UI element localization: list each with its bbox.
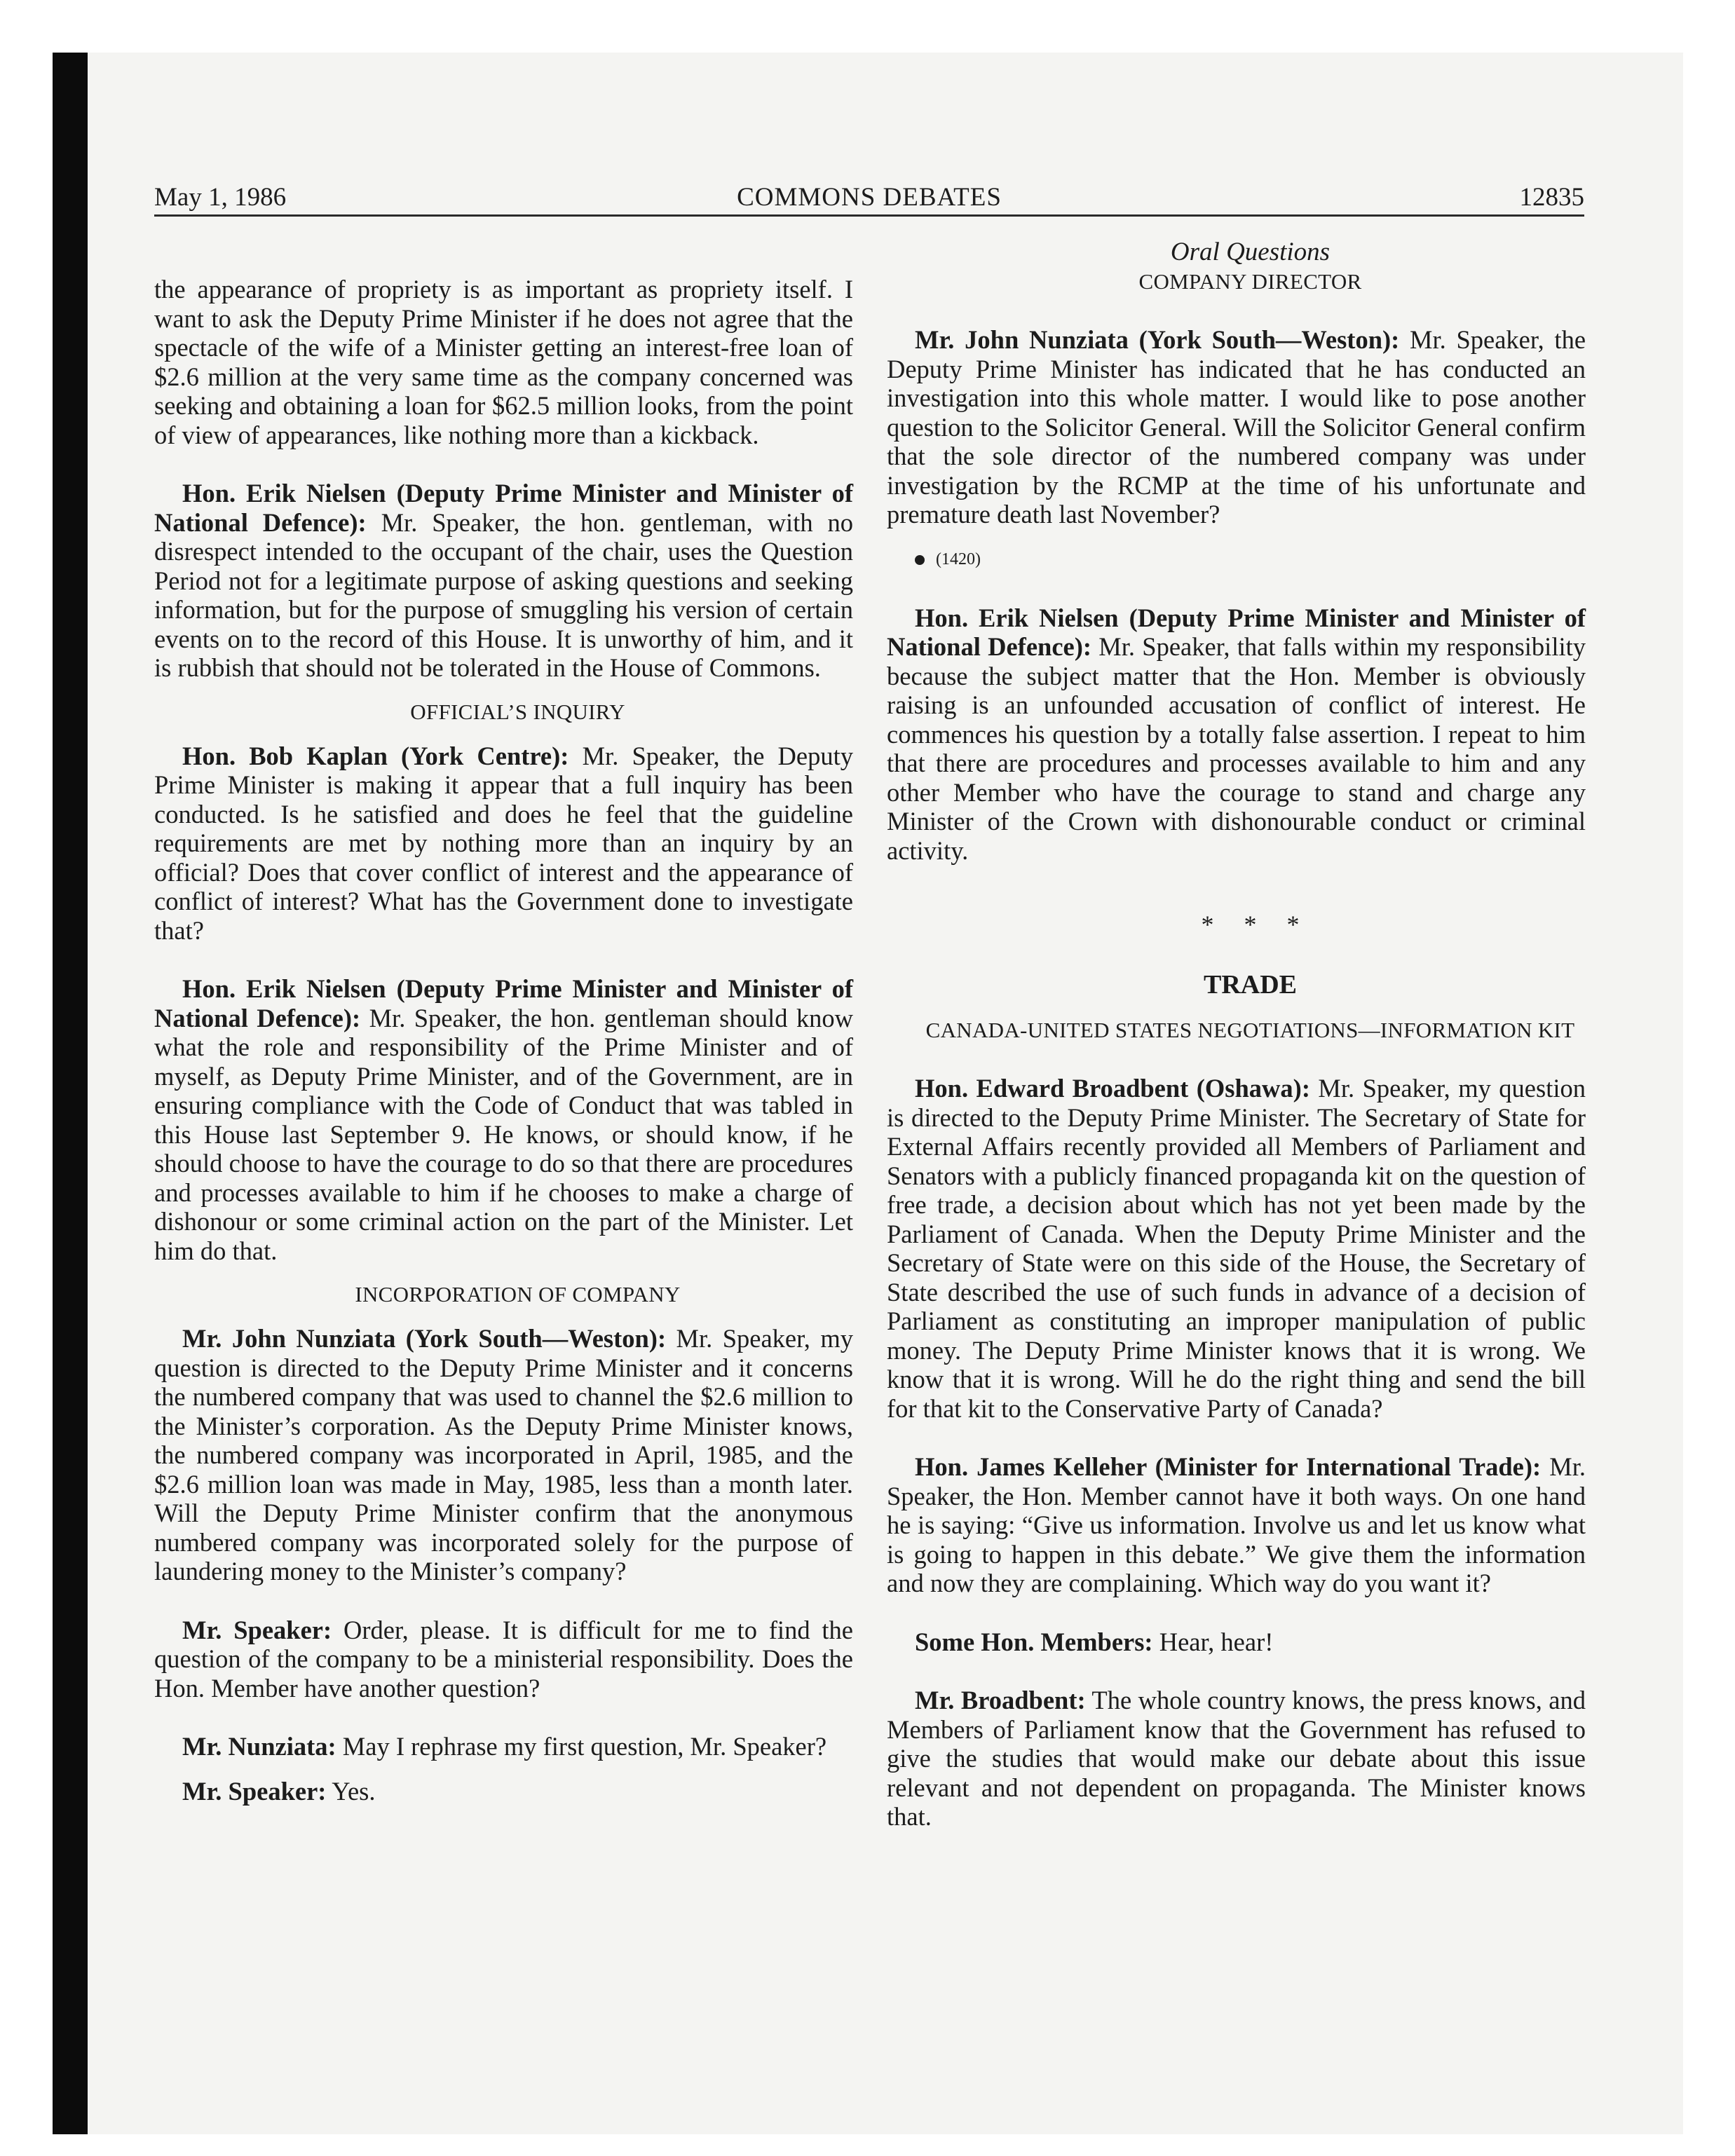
time-marker xyxy=(887,545,1586,574)
paragraph xyxy=(154,1777,853,1806)
bullet-icon xyxy=(915,555,925,565)
scan-edge-bar xyxy=(53,53,88,2134)
speech-text: Mr. Speaker, the Deputy Prime Minister is making it appear that a full inquiry has been conducted. Is he satisfied and does he feel that the guideline requirements are met by nothing more than an inquiry by an official? Does that cover conflict of interest and the appearance of conflict of interest? What has the Government done to investigate that? xyxy=(154,741,854,945)
speaker-name: Mr. Speaker: xyxy=(182,1776,327,1806)
speaker-name: Hon. Erik Nielsen (Deputy Prime Minister and Minister of National Defence): xyxy=(887,603,1586,661)
section-heading: INCORPORATION OF COMPANY xyxy=(355,1282,681,1306)
speech-text: May I rephrase my first question, Mr. Speaker? xyxy=(336,1732,827,1761)
speech-text: Mr. Speaker, my question is directed to the Deputy Prime Minister. The Secretary of State for External Affairs recently provided all Members of Parliament and Senators with a publicly financed propaganda kit on the question of free trade, a decision about which has not yet been made by the Parliament of Canada. When the Deputy Prime Minister and the Secretary of State were on this side of the House, the Secretary of State described the use of such funds in advance of a decision of Parliament as constituting an improper manipulation of public money. The Deputy Prime Minister knows that it is wrong. We know that it is wrong. Will he do the right thing and send the bill for that kit to the Conservative Party of Canada? xyxy=(887,1074,1586,1423)
speech-text: Mr. Speaker, the hon. gentleman, with no disrespect intended to the occupant of the chair, uses the Question Period not for a legitimate purpose of asking questions and seeking information, but for the purpose of smuggling his version of certain events on to the record of this House. It is unworthy of him, and it is rubbish that should not be tolerated in the House of Commons. xyxy=(154,507,853,682)
paragraph xyxy=(887,1452,1586,1598)
speech-text: The whole country knows, the press knows, and Members of Parliament know that the Government has refused to give the studies that would make our debate about this issue relevant and not dependent on propaganda. The Minister knows that. xyxy=(887,1686,1586,1831)
paragraph xyxy=(154,1324,853,1586)
paragraph xyxy=(887,1628,1586,1657)
page-header xyxy=(154,181,1584,217)
speaker-name: Mr. Speaker: xyxy=(182,1615,332,1644)
right-column xyxy=(887,237,1586,1831)
section-heading: COMPANY DIRECTOR xyxy=(1138,269,1362,294)
speech-text: Hear, hear! xyxy=(1152,1627,1274,1656)
speaker-name: Mr. Nunziata: xyxy=(182,1732,336,1761)
speech-text: Order, please. It is difficult for me to find the question of the company to be a ministerial responsibility. Does the Hon. Member have another question? xyxy=(154,1615,853,1703)
running-head: Oral Questions xyxy=(1170,238,1331,266)
speech-text: Mr. Speaker, the Hon. Member cannot have it both ways. On one hand he is saying: “Give us information. Involve us and let us know what is going to happen in this debate.” We give them the information and now they are complaining. Which way do you want it? xyxy=(887,1452,1586,1597)
paragraph xyxy=(887,325,1586,529)
speaker-name: Mr. John Nunziata (York South—Weston): xyxy=(182,1324,667,1353)
paragraph xyxy=(154,1732,853,1761)
speech-text: Mr. Speaker, my question is directed to the Deputy Prime Minister and it concerns the numbered company that was used to channel the $2.6 million to the Minister’s corporation. As the Deputy Prime Minister knows, the numbered company was incorporated in April, 1985, and the $2.6 million loan was made in May, 1985, less than a month later. Will the Deputy Prime Minister confirm that the anonymous numbered company was incorporated solely for the purpose of laundering money to the Minister’s company? xyxy=(154,1324,853,1585)
section-heading: CANADA-UNITED STATES NEGOTIATIONS—INFORMATION KIT xyxy=(925,1018,1575,1042)
time-marker-text: (1420) xyxy=(936,550,981,568)
speech-text: Mr. Speaker, the hon. gentleman should know what the role and responsibility of the Prime Minister and of myself, as Deputy Prime Minister, and of the Government, are in ensuring compliance with the Code of Conduct that was tabled in this House last September 9. He knows, or should know, if he should choose to have the courage to do so that there are procedures and processes available to him if he chooses to make a charge of dishonour or some criminal action on the part of the Minister. Let him do that. xyxy=(154,1003,853,1265)
speech-text: Mr. Speaker, that falls within my responsibility because the subject matter that the Hon. Member is obviously raising is an unfounded accusation of conflict of interest. He commences his question by a totally false assertion. I repeat to him that there are procedures and processes available to him and any other Member who have the courage to stand and charge any Minister of the Crown with dishonourable conduct or criminal activity. xyxy=(887,632,1586,865)
speaker-name: Hon. James Kelleher (Minister for International Trade): xyxy=(915,1452,1542,1481)
header-title: COMMONS DEBATES xyxy=(737,183,1002,212)
paragraph xyxy=(154,1616,853,1703)
paragraph: the appearance of propriety is as important as propriety itself. I want to ask the Deputy Prime Minister if he does not agree that the spectacle of the wife of a Minister getting an interest-free loan of $2.6 million at the very same time as the company concerned was seeking and obtaining a loan for $62.5 million looks, from the point of view of appearances, like nothing more than a kickback. xyxy=(154,275,853,449)
section-heading: OFFICIAL’S INQUIRY xyxy=(410,699,625,724)
left-column xyxy=(154,275,853,1806)
speaker-name: Hon. Erik Nielsen (Deputy Prime Minister and Minister of National Defence): xyxy=(154,479,853,537)
paragraph xyxy=(887,1074,1586,1423)
speaker-name: Hon. Bob Kaplan (York Centre): xyxy=(182,741,569,770)
speaker-name: Some Hon. Members: xyxy=(915,1627,1153,1656)
speaker-name: Mr. John Nunziata (York South—Weston): xyxy=(915,325,1400,354)
speaker-name: Hon. Edward Broadbent (Oshawa): xyxy=(915,1074,1310,1103)
paragraph xyxy=(154,742,853,946)
paragraph xyxy=(887,603,1586,866)
paragraph xyxy=(154,974,853,1265)
speech-text: Mr. Speaker, the Deputy Prime Minister has indicated that he has conducted an investigation into this whole matter. I would like to pose another question to the Solicitor General. Will the Solicitor General confirm that the sole director of the numbered company was under investigation by the RCMP at the time of his unfortunate and premature death last November? xyxy=(887,325,1586,528)
header-page-number: 12835 xyxy=(1519,183,1584,212)
paragraph xyxy=(887,1686,1586,1831)
header-date: May 1, 1986 xyxy=(154,183,287,212)
speaker-name: Mr. Broadbent: xyxy=(915,1686,1086,1714)
speaker-name: Hon. Erik Nielsen (Deputy Prime Minister and Minister of National Defence): xyxy=(154,974,853,1032)
major-heading: TRADE xyxy=(1203,970,1298,999)
section-divider: * * * xyxy=(1201,910,1300,939)
speech-text: Yes. xyxy=(326,1776,376,1806)
paragraph xyxy=(154,479,853,683)
